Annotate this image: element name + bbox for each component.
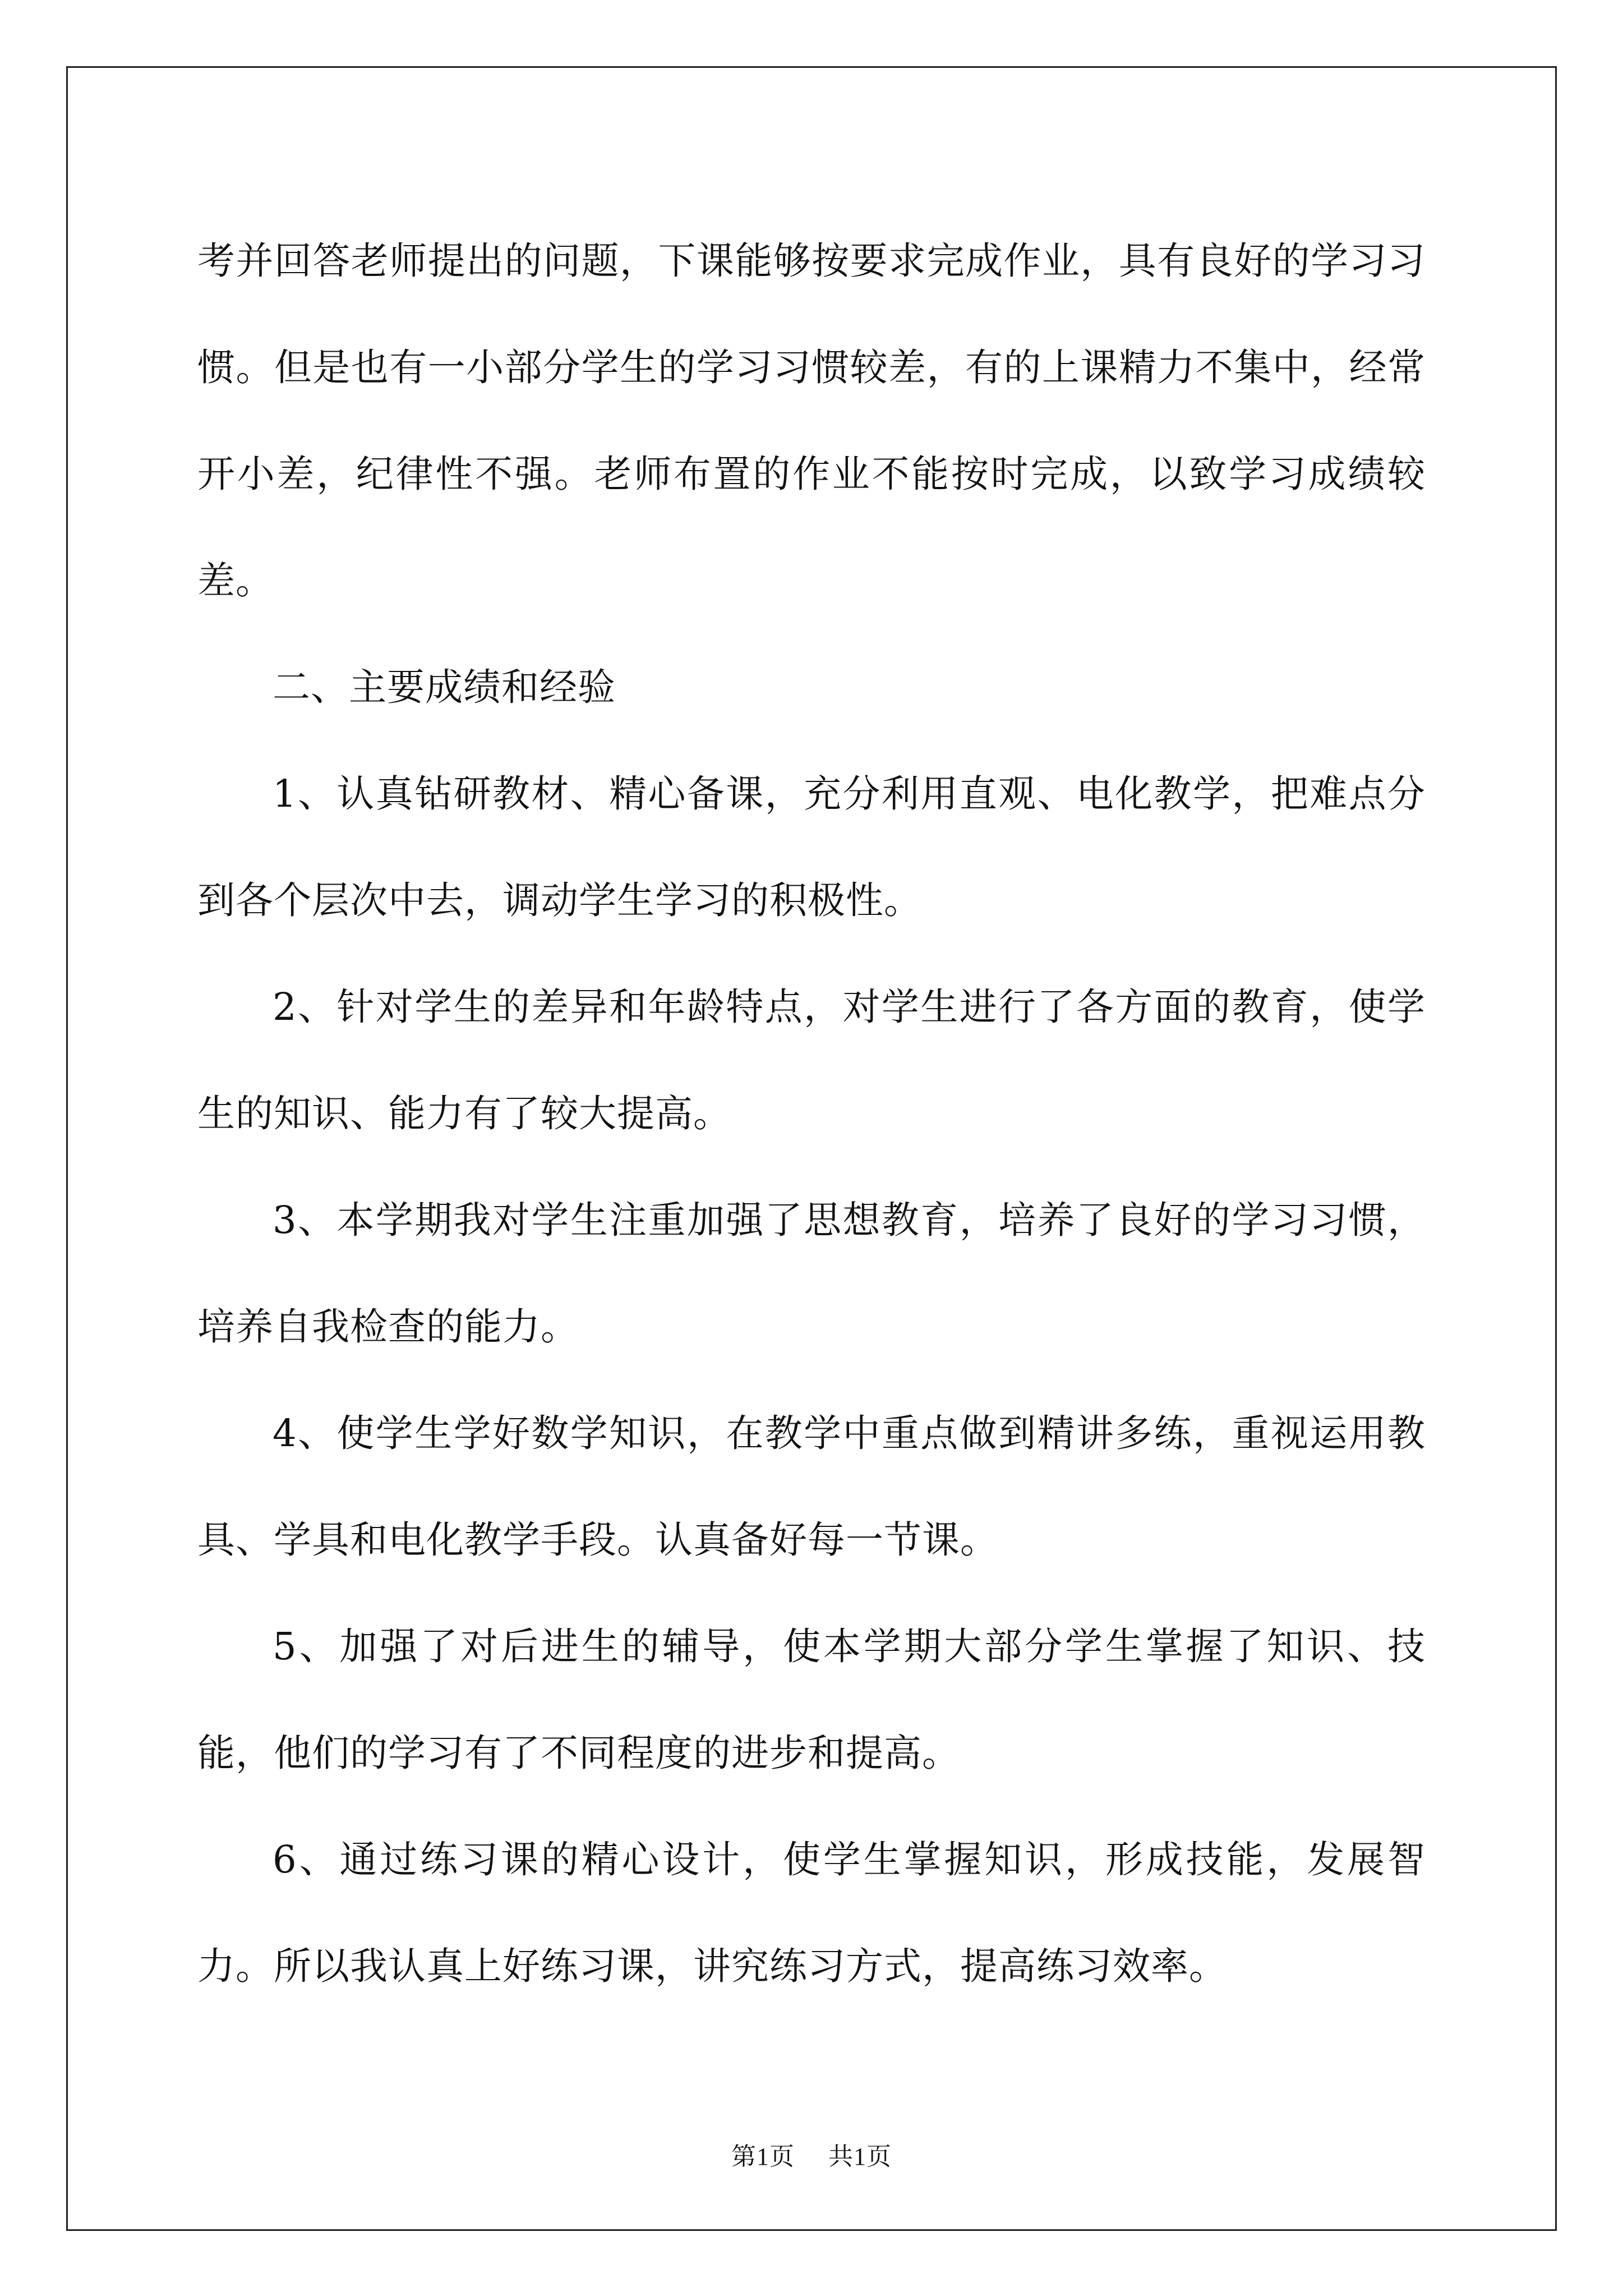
page-number: 第1页 (731, 2143, 795, 2170)
list-item-4: 4、使学生学好数学知识，在教学中重点做到精讲多练，重视运用教具、学具和电化教学手段。认真备好每一节课。 (197, 1411, 1426, 1562)
page-total: 共1页 (828, 2143, 892, 2170)
list-item-5: 5、加强了对后进生的辅导，使本学期大部分学生掌握了知识、技能，他们的学习有了不同程度的进步和提高。 (197, 1625, 1426, 1775)
list-item-3: 3、本学期我对学生注重加强了思想教育，培养了良好的学习习惯，培养自我检查的能力。 (197, 1198, 1426, 1349)
list-item-1: 1、认真钻研教材、精心备课，充分利用直观、电化教学，把难点分到各个层次中去，调动学生学习的积极性。 (197, 772, 1426, 922)
list-item-6: 6、通过练习课的精心设计，使学生掌握知识，形成技能，发展智力。所以我认真上好练习课，讲究练习方式，提高练习效率。 (197, 1838, 1426, 1988)
paragraph-continuation: 考并回答老师提出的问题，下课能够按要求完成作业，具有良好的学习习惯。但是也有一小部分学生的学习习惯较差，有的上课精力不集中，经常开小差，纪律性不强。老师布置的作业不能按时完成，以致学习成绩较差。 (197, 239, 1426, 602)
list-item-2: 2、针对学生的差异和年龄特点，对学生进行了各方面的教育，使学生的知识、能力有了较大提高。 (197, 985, 1426, 1135)
page-footer (0, 2136, 1623, 2172)
document-body (197, 208, 1426, 2019)
section-heading-main-achievements: 二、主要成绩和经验 (273, 665, 616, 709)
